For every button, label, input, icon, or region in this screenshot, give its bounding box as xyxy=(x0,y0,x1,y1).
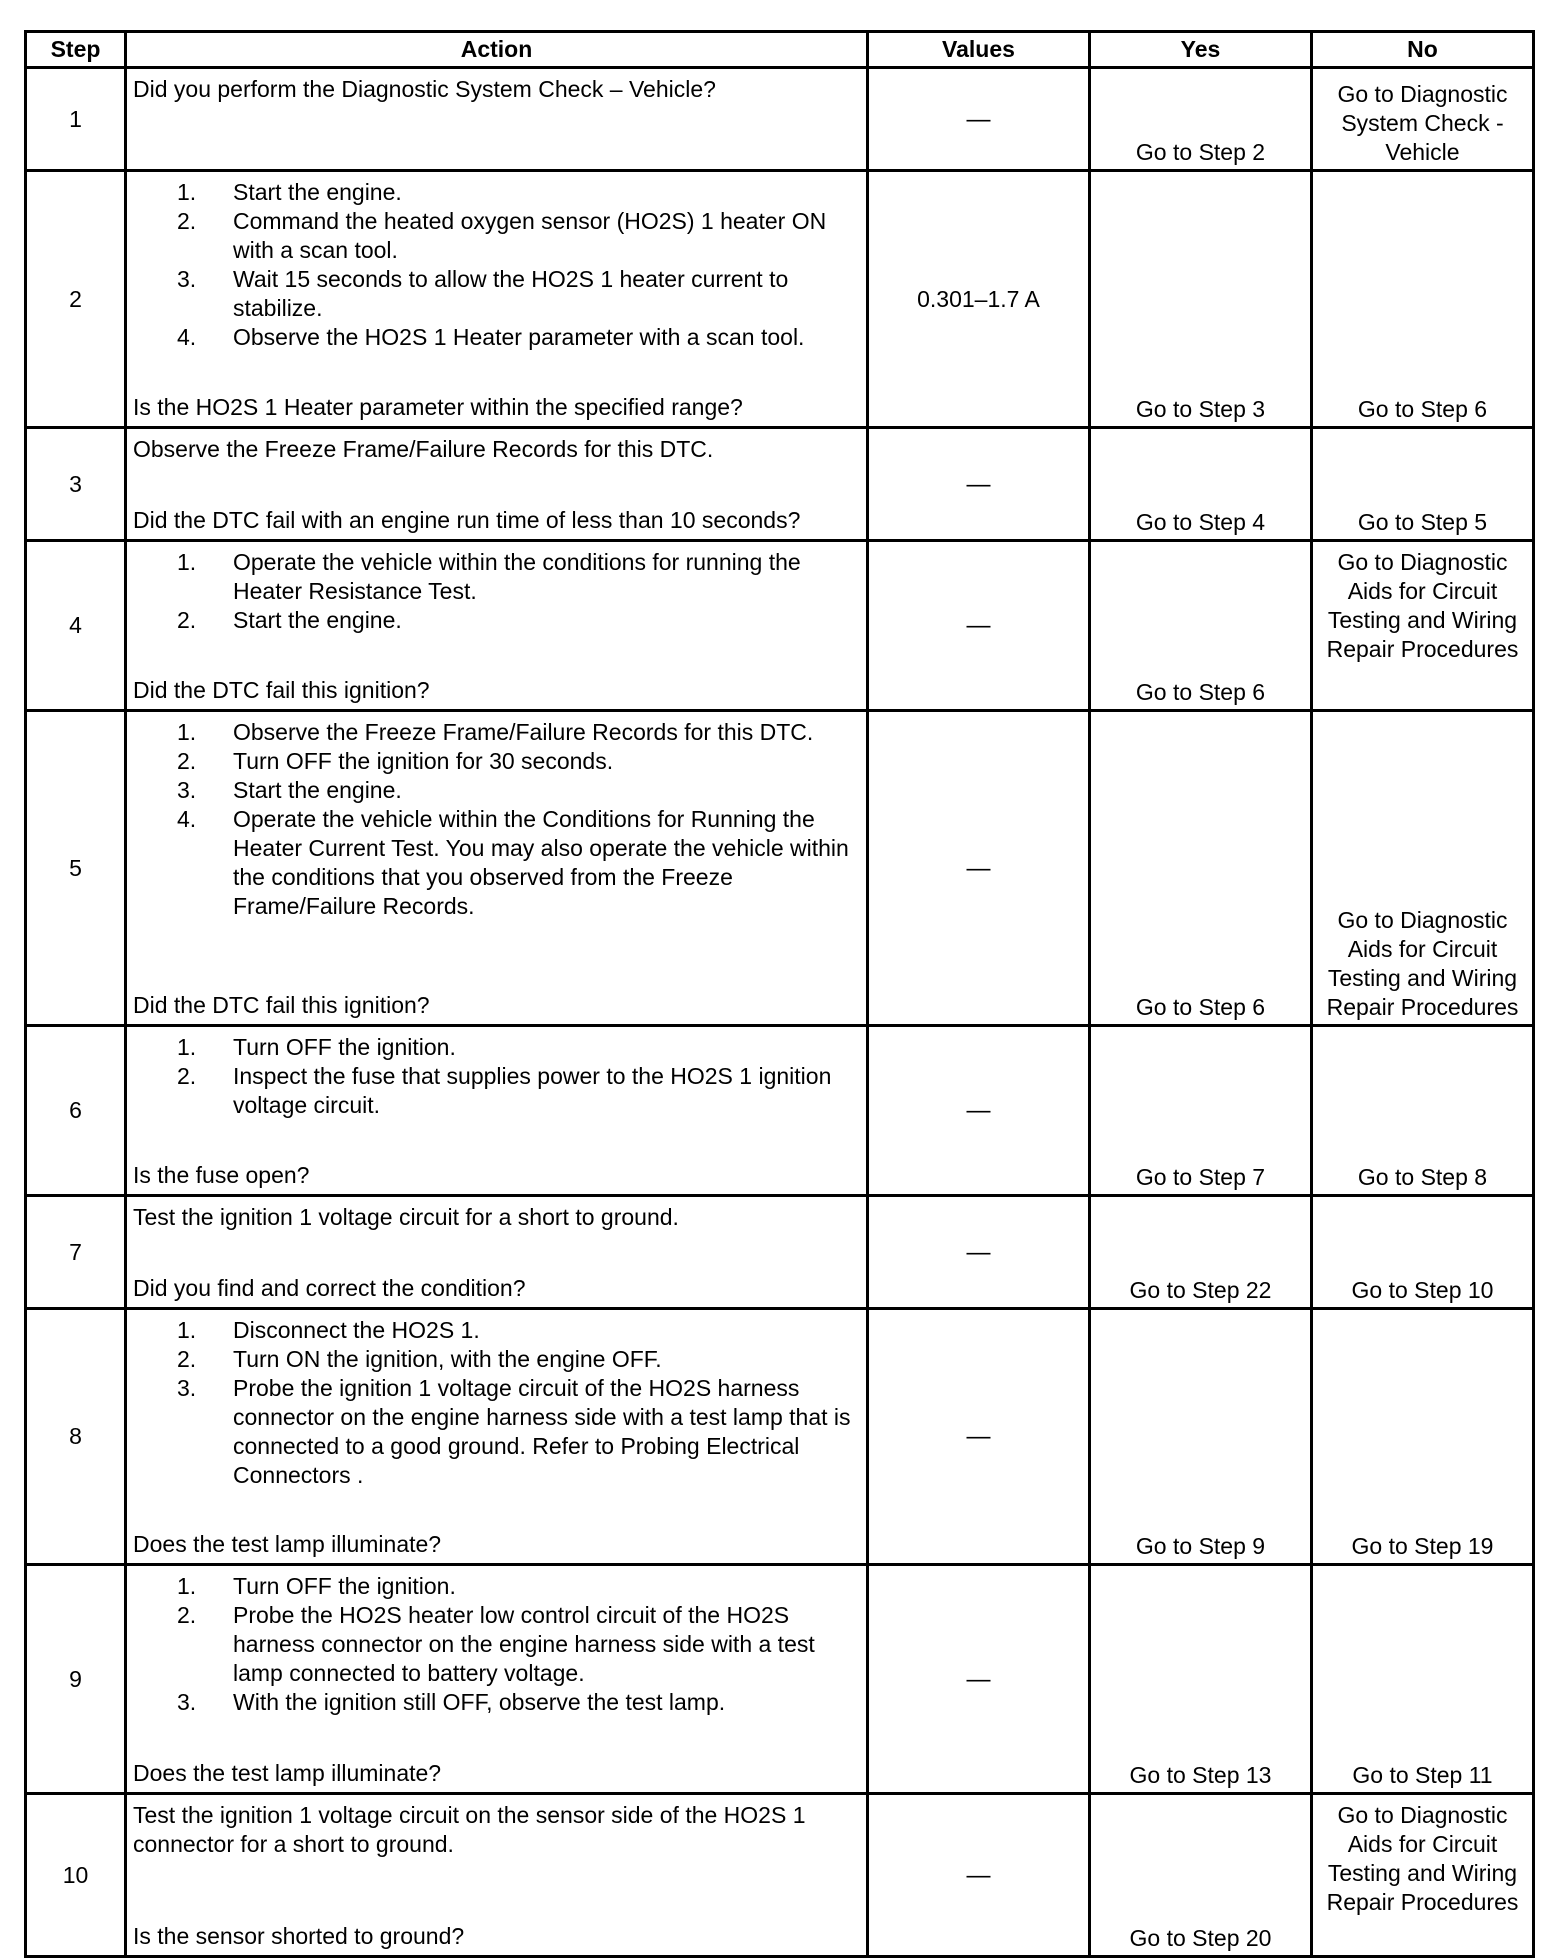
no-cell: Go to Diagnostic Aids for Circuit Testing and Wiring Repair Procedures xyxy=(1312,711,1534,1026)
step-number: 9 xyxy=(26,1565,126,1794)
yes-cell: Go to Step 6 xyxy=(1090,711,1312,1026)
substep-text: Probe the HO2S heater low control circuit of the HO2S harness connector on the engine harness side with a test lamp connected to battery voltage. xyxy=(233,1602,815,1686)
no-cell: Go to Step 10 xyxy=(1312,1196,1534,1309)
substep-text: Wait 15 seconds to allow the HO2S 1 heater current to stabilize. xyxy=(233,266,789,321)
action-question: Is the fuse open? xyxy=(133,1162,310,1188)
table-row xyxy=(26,541,1534,711)
action-instructions xyxy=(133,1033,862,1120)
action-cell xyxy=(126,541,868,711)
action-question: Did the DTC fail this ignition? xyxy=(133,677,430,703)
substep-text: Turn OFF the ignition for 30 seconds. xyxy=(233,748,614,774)
yes-cell: Go to Step 13 xyxy=(1090,1565,1312,1794)
action-cell xyxy=(126,1309,868,1565)
substep-number: 3. xyxy=(177,1689,197,1715)
substep-text: Observe the Freeze Frame/Failure Records for this DTC. xyxy=(233,719,814,745)
action-cell xyxy=(126,68,868,171)
action-question: Did the DTC fail with an engine run time of less than 10 seconds? xyxy=(133,507,801,533)
substep-number: 1. xyxy=(177,719,197,745)
action-instructions xyxy=(133,1572,862,1717)
substep-number: 3. xyxy=(177,777,197,803)
substep-list xyxy=(133,1316,862,1490)
yes-cell: Go to Step 2 xyxy=(1090,68,1312,171)
table-row xyxy=(26,711,1534,1026)
substep-item xyxy=(177,1601,862,1688)
action-content xyxy=(133,718,862,1020)
yes-cell: Go to Step 9 xyxy=(1090,1309,1312,1565)
action-cell xyxy=(126,1565,868,1794)
action-cell xyxy=(126,1794,868,1957)
substep-text: Disconnect the HO2S 1. xyxy=(233,1317,480,1343)
substep-text: Start the engine. xyxy=(233,607,402,633)
values-cell: — xyxy=(868,1026,1090,1196)
values-cell: — xyxy=(868,428,1090,541)
substep-item xyxy=(177,747,862,776)
step-number: 4 xyxy=(26,541,126,711)
values-cell: 0.301–1.7 A xyxy=(868,171,1090,428)
values-cell: — xyxy=(868,711,1090,1026)
no-cell: Go to Diagnostic Aids for Circuit Testing and Wiring Repair Procedures xyxy=(1312,1794,1534,1957)
substep-item xyxy=(177,1374,862,1490)
substep-text: Turn ON the ignition, with the engine OFF. xyxy=(233,1346,662,1372)
substep-number: 2. xyxy=(177,1063,197,1089)
table-header-row xyxy=(26,32,1534,68)
table-row xyxy=(26,1309,1534,1565)
step-number: 7 xyxy=(26,1196,126,1309)
values-cell: — xyxy=(868,1196,1090,1309)
substep-item xyxy=(177,207,862,265)
action-content xyxy=(133,178,862,422)
action-intro-text: Did you perform the Diagnostic System Check – Vehicle? xyxy=(133,76,716,102)
substep-number: 2. xyxy=(177,607,197,633)
substep-list xyxy=(133,1033,862,1120)
yes-cell: Go to Step 3 xyxy=(1090,171,1312,428)
substep-item xyxy=(177,1316,862,1345)
substep-text: Probe the ignition 1 voltage circuit of the HO2S harness connector on the engine harness side with a test lamp that is connected to a good ground. Refer to Probing Electrical Connectors . xyxy=(233,1375,851,1488)
substep-text: Operate the vehicle within the Conditions for Running the Heater Current Test. You may also operate the vehicle within the conditions that you observed from the Freeze Frame/Failure Records. xyxy=(233,806,849,919)
step-number: 8 xyxy=(26,1309,126,1565)
diagnostic-table xyxy=(24,30,1535,1958)
substep-number: 2. xyxy=(177,1346,197,1372)
action-content xyxy=(133,435,862,535)
no-cell: Go to Step 6 xyxy=(1312,171,1534,428)
substep-number: 1. xyxy=(177,549,197,575)
table-row xyxy=(26,68,1534,171)
substep-item xyxy=(177,548,862,606)
substep-number: 3. xyxy=(177,266,197,292)
table-row xyxy=(26,1196,1534,1309)
action-question: Does the test lamp illuminate? xyxy=(133,1531,442,1557)
header-yes: Yes xyxy=(1090,32,1312,68)
action-instructions xyxy=(133,1203,862,1232)
action-instructions xyxy=(133,718,862,921)
substep-number: 2. xyxy=(177,208,197,234)
values-cell: — xyxy=(868,541,1090,711)
yes-cell: Go to Step 7 xyxy=(1090,1026,1312,1196)
action-intro-text: Observe the Freeze Frame/Failure Records for this DTC. xyxy=(133,436,714,462)
action-cell xyxy=(126,711,868,1026)
substep-number: 1. xyxy=(177,1034,197,1060)
substep-item xyxy=(177,1345,862,1374)
action-instructions xyxy=(133,1316,862,1490)
substep-text: Inspect the fuse that supplies power to the HO2S 1 ignition voltage circuit. xyxy=(233,1063,832,1118)
substep-text: Observe the HO2S 1 Heater parameter with a scan tool. xyxy=(233,324,805,350)
action-intro-text: Test the ignition 1 voltage circuit on the sensor side of the HO2S 1 connector for a short to ground. xyxy=(133,1802,806,1857)
action-content xyxy=(133,75,862,165)
action-cell xyxy=(126,428,868,541)
no-cell: Go to Step 5 xyxy=(1312,428,1534,541)
action-content xyxy=(133,548,862,705)
action-cell xyxy=(126,1026,868,1196)
substep-item xyxy=(177,776,862,805)
substep-text: Start the engine. xyxy=(233,777,402,803)
values-cell: — xyxy=(868,1309,1090,1565)
action-question: Is the sensor shorted to ground? xyxy=(133,1923,465,1949)
no-cell: Go to Diagnostic Aids for Circuit Testing and Wiring Repair Procedures xyxy=(1312,541,1534,711)
step-number: 2 xyxy=(26,171,126,428)
substep-number: 2. xyxy=(177,1602,197,1628)
no-cell: Go to Step 11 xyxy=(1312,1565,1534,1794)
action-instructions xyxy=(133,435,862,464)
no-cell: Go to Step 8 xyxy=(1312,1026,1534,1196)
substep-item xyxy=(177,323,862,352)
values-cell: — xyxy=(868,1565,1090,1794)
substep-number: 4. xyxy=(177,324,197,350)
table-row xyxy=(26,1565,1534,1794)
substep-number: 4. xyxy=(177,806,197,832)
substep-list xyxy=(133,548,862,635)
header-action: Action xyxy=(126,32,868,68)
substep-item xyxy=(177,265,862,323)
action-content xyxy=(133,1801,862,1951)
substep-list xyxy=(133,718,862,921)
action-question: Did the DTC fail this ignition? xyxy=(133,992,430,1018)
yes-cell: Go to Step 22 xyxy=(1090,1196,1312,1309)
step-number: 10 xyxy=(26,1794,126,1957)
yes-cell: Go to Step 6 xyxy=(1090,541,1312,711)
substep-item xyxy=(177,1572,862,1601)
substep-item xyxy=(177,1688,862,1717)
substep-text: Turn OFF the ignition. xyxy=(233,1573,456,1599)
substep-text: Start the engine. xyxy=(233,179,402,205)
substep-text: Operate the vehicle within the conditions for running the Heater Resistance Test. xyxy=(233,549,801,604)
substep-number: 2. xyxy=(177,748,197,774)
yes-cell: Go to Step 4 xyxy=(1090,428,1312,541)
substep-item xyxy=(177,718,862,747)
action-instructions xyxy=(133,178,862,352)
action-question: Is the HO2S 1 Heater parameter within the specified range? xyxy=(133,394,743,420)
action-cell xyxy=(126,171,868,428)
substep-list xyxy=(133,1572,862,1717)
header-values: Values xyxy=(868,32,1090,68)
no-cell: Go to Step 19 xyxy=(1312,1309,1534,1565)
step-number: 3 xyxy=(26,428,126,541)
action-intro-text: Test the ignition 1 voltage circuit for a short to ground. xyxy=(133,1204,679,1230)
action-cell xyxy=(126,1196,868,1309)
action-content xyxy=(133,1572,862,1788)
table-row xyxy=(26,171,1534,428)
substep-text: Turn OFF the ignition. xyxy=(233,1034,456,1060)
header-step: Step xyxy=(26,32,126,68)
substep-number: 1. xyxy=(177,1317,197,1343)
table-row xyxy=(26,1794,1534,1957)
table-row xyxy=(26,1026,1534,1196)
substep-item xyxy=(177,1062,862,1120)
table-row xyxy=(26,428,1534,541)
no-cell: Go to Diagnostic System Check - Vehicle xyxy=(1312,68,1534,171)
action-content xyxy=(133,1316,862,1559)
substep-item xyxy=(177,178,862,207)
yes-cell: Go to Step 20 xyxy=(1090,1794,1312,1957)
step-number: 6 xyxy=(26,1026,126,1196)
action-content xyxy=(133,1033,862,1190)
substep-number: 3. xyxy=(177,1375,197,1401)
substep-number: 1. xyxy=(177,179,197,205)
step-number: 1 xyxy=(26,68,126,171)
action-instructions xyxy=(133,548,862,635)
substep-list xyxy=(133,178,862,352)
action-instructions xyxy=(133,75,862,104)
substep-number: 1. xyxy=(177,1573,197,1599)
action-question: Did you find and correct the condition? xyxy=(133,1275,526,1301)
step-number: 5 xyxy=(26,711,126,1026)
action-content xyxy=(133,1203,862,1303)
action-instructions xyxy=(133,1801,862,1859)
header-no: No xyxy=(1312,32,1534,68)
substep-text: Command the heated oxygen sensor (HO2S) 1 heater ON with a scan tool. xyxy=(233,208,827,263)
substep-item xyxy=(177,1033,862,1062)
values-cell: — xyxy=(868,1794,1090,1957)
action-question: Does the test lamp illuminate? xyxy=(133,1760,442,1786)
substep-item xyxy=(177,805,862,921)
substep-text: With the ignition still OFF, observe the test lamp. xyxy=(233,1689,726,1715)
substep-item xyxy=(177,606,862,635)
values-cell: — xyxy=(868,68,1090,171)
